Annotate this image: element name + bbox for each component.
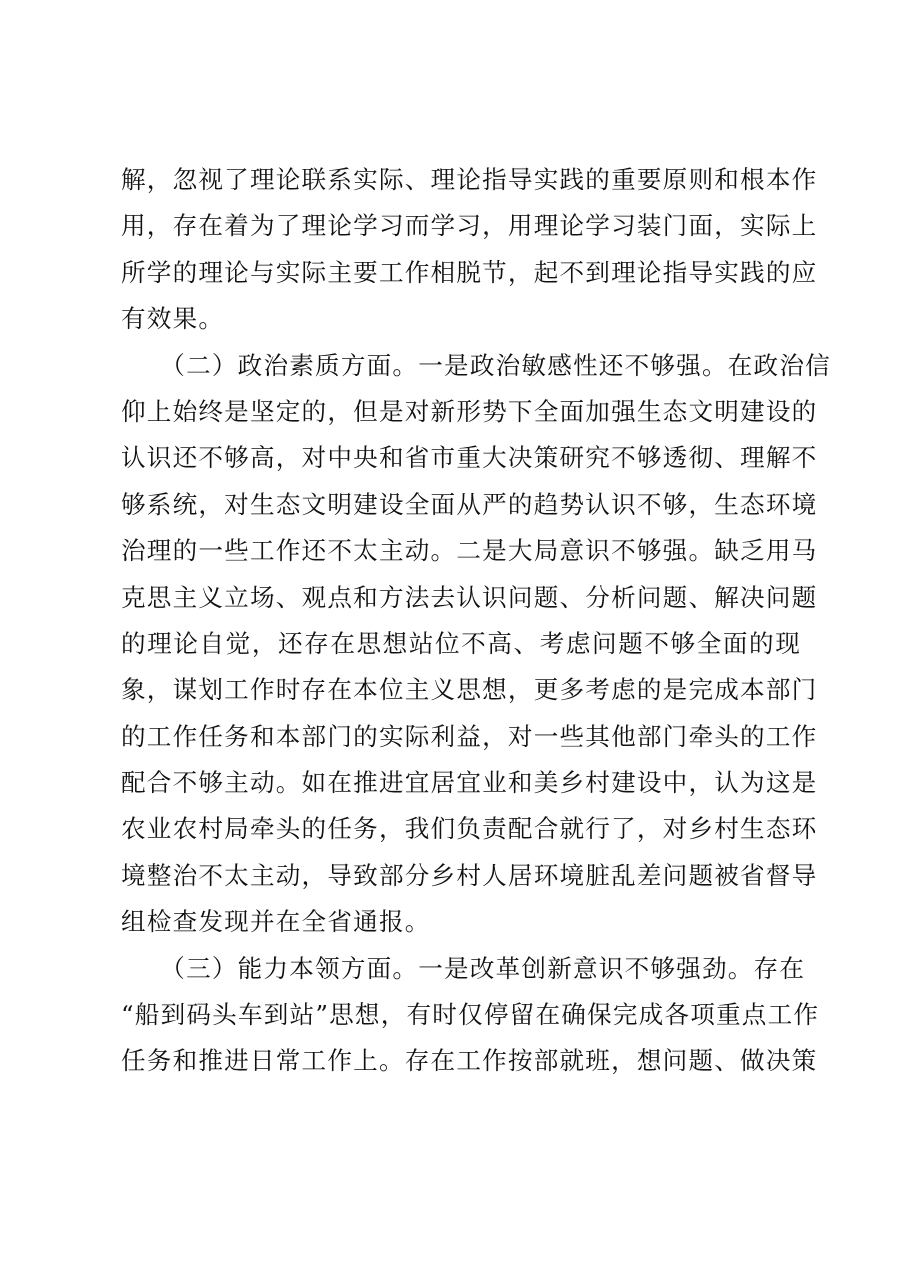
text-line: 有效果。 [121,304,225,334]
text-line: 的理论自觉，还存在思想站位不高、考虑问题不够全面的现 [121,628,801,658]
text-line: （三）能力本领方面。一是改革创新意识不够强劲。存在 [121,953,806,983]
text-line: 克思主义立场、观点和方法去认识问题、分析问题、解决问题 [121,582,818,612]
text-line: 农业农村局牵头的任务，我们负责配合就行了，对乡村生态环 [121,814,818,844]
text-line: 用，存在着为了理论学习而学习，用理论学习装门面，实际上 [121,211,818,241]
text-line: 认识还不够高，对中央和省市重大决策研究不够透彻、理解不 [121,443,818,473]
text-line: 任务和推进日常工作上。存在工作按部就班，想问题、做决策 [121,1046,818,1076]
text-line: 够系统，对生态文明建设全面从严的趋势认识不够，生态环境 [121,489,818,519]
text-line: 所学的理论与实际主要工作相脱节，起不到理论指导实践的应 [121,257,818,287]
text-line: 治理的一些工作还不太主动。二是大局意识不够强。缺乏用马 [121,536,818,566]
text-line: 配合不够主动。如在推进宜居宜业和美乡村建设中，认为这是 [121,768,818,798]
text-line: 象，谋划工作时存在本位主义思想，更多考虑的是完成本部门 [121,675,818,705]
text-line: （二）政治素质方面。一是政治敏感性还不够强。在政治信 [121,350,831,380]
text-line: 解，忽视了理论联系实际、理论指导实践的重要原则和根本作 [121,165,818,194]
document-body [121,157,831,1085]
text-line: 仰上始终是坚定的，但是对新形势下全面加强生态文明建设的 [121,396,818,426]
text-line: 境整治不太主动，导致部分乡村人居环境脏乱差问题被省督导 [121,860,818,890]
text-line: “船到码头车到站”思想，有时仅停留在确保完成各项重点工作 [121,1000,820,1030]
text-line: 的工作任务和本部门的实际利益，对一些其他部门牵头的工作 [121,721,818,751]
text-line: 组检查发现并在全省通报。 [121,907,431,937]
